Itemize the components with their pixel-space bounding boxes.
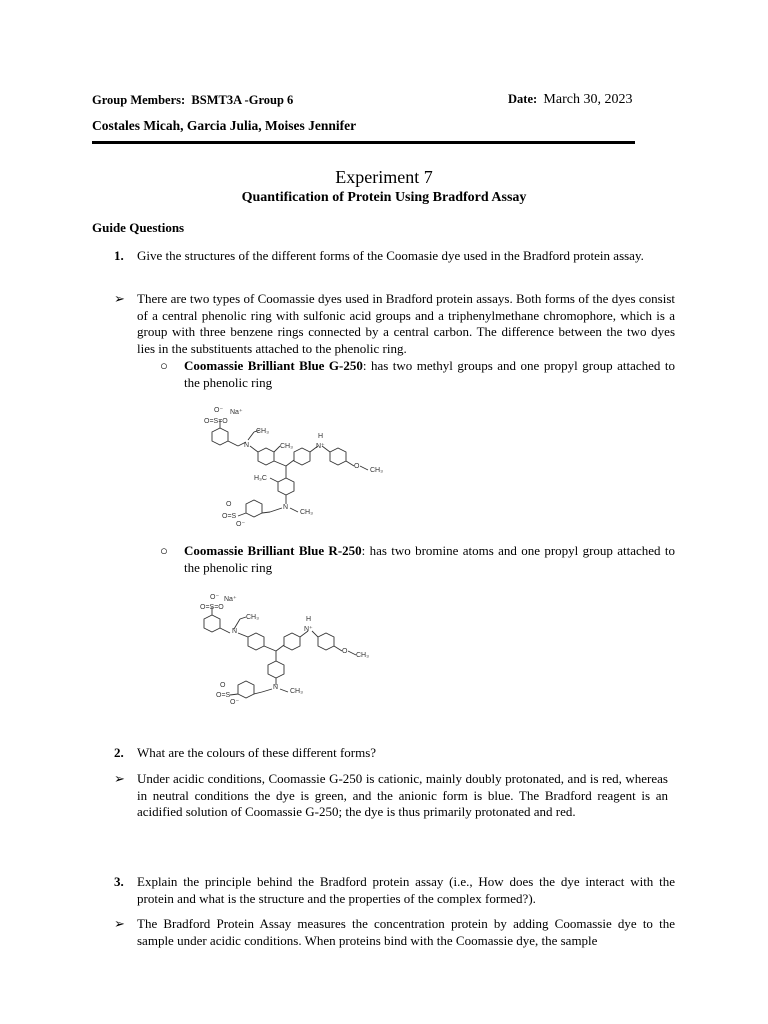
q1-number: 1. — [114, 248, 124, 263]
r250-na-plus: Na⁺ — [224, 596, 237, 603]
g250-structure-image — [198, 400, 408, 528]
g250-o-top: O — [226, 501, 232, 508]
g250-desc: : has two methyl groups and one propyl group attached to the phenolic ring — [184, 358, 675, 390]
group-members-label: Group Members: — [92, 93, 186, 107]
q1-answer: There are two types of Coomassie dyes used in Bradford protein assays. Both forms of the dyes consist of a central phenolic ring with sulfonic acid groups and a triphenylmethane chromophore, which is a group with three benzene rings connected by a central carbon. The difference between the two dyes lies in the substituents attached to the phenolic ring. — [137, 291, 675, 356]
r250-desc: : has two bromine atoms and one propyl group attached to the phenolic ring — [184, 543, 675, 575]
group-members-value: BSMT3A -Group 6 — [191, 93, 294, 107]
g250-h3c: H₃C — [254, 475, 267, 482]
g250-o: O — [354, 463, 360, 470]
r250-o-bottom: O⁻ — [230, 699, 240, 705]
g250-h: H — [318, 433, 324, 440]
r250-o-minus: O⁻ — [210, 594, 220, 601]
g250-n-bottom: N — [283, 504, 289, 511]
experiment-title: Experiment 7 — [335, 167, 433, 187]
r250-oso: O=S=O — [200, 604, 224, 611]
q3-arrow-icon: ➢ — [114, 916, 125, 931]
g250-n-left: N — [244, 442, 250, 449]
experiment-subtitle: Quantification of Protein Using Bradford Assay — [241, 190, 527, 205]
r250-ch3-right: CH₃ — [356, 652, 369, 659]
g250-oso: O=S=O — [204, 418, 228, 425]
r250-o-top: O — [220, 682, 226, 689]
g250-ch3-right: CH₃ — [370, 467, 383, 474]
g250-o-minus: O⁻ — [214, 407, 224, 414]
r250-n-bottom: N — [273, 684, 279, 691]
q2-answer: Under acidic conditions, Coomassie G-250 is cationic, mainly doubly protonated, and is red, whereas in neutral conditions the dye is green, and the anionic form is blue. The Bradford reagent is an acidified solution of Coomassie G-250; the dye is thus primarily protonated and red. — [137, 771, 668, 819]
r250-structure-image — [186, 589, 386, 705]
q2-number: 2. — [114, 745, 124, 760]
q2-text: What are the colours of these different forms? — [137, 745, 377, 760]
r250-ch3-bottom: CH₃ — [290, 688, 303, 695]
date-label: Date: — [508, 92, 538, 106]
g250-ch3-bottom: CH₃ — [300, 509, 313, 516]
g250-name: Coomassie Brilliant Blue G-250 — [184, 358, 363, 373]
g250-na-plus: Na⁺ — [230, 409, 243, 416]
g250-ch3-top: CH₃ — [256, 428, 269, 435]
r250-h: H — [306, 616, 312, 623]
r250-bullet-icon: ○ — [160, 543, 168, 558]
r250-ch3-top: CH₃ — [246, 614, 259, 621]
members-names: Costales Micah, Garcia Julia, Moises Jennifer — [92, 118, 357, 133]
r250-name: Coomassie Brilliant Blue R-250 — [184, 543, 362, 558]
g250-item — [184, 358, 675, 391]
group-members-line — [92, 93, 293, 108]
q1-text: Give the structures of the different forms of the Coomasie dye used in the Bradford protein assay. — [137, 248, 644, 263]
date-value: March 30, 2023 — [543, 92, 633, 107]
date-line — [508, 92, 632, 108]
q3-number: 3. — [114, 874, 124, 889]
r250-o: O — [342, 648, 348, 655]
section-heading: Guide Questions — [92, 220, 185, 235]
g250-bullet-icon: ○ — [160, 358, 168, 373]
q2-arrow-icon: ➢ — [114, 771, 125, 786]
r250-n-plus: N⁺ — [304, 626, 313, 633]
q1-arrow-icon: ➢ — [114, 291, 125, 306]
r250-os: O=S — [216, 692, 231, 699]
g250-os: O=S — [222, 513, 237, 520]
g250-n-plus: N⁺ — [316, 443, 325, 450]
r250-n-left: N — [232, 628, 238, 635]
g250-ch3-mid: CH₃ — [280, 443, 293, 450]
header-divider — [92, 141, 635, 144]
r250-item — [184, 543, 675, 576]
q3-answer: The Bradford Protein Assay measures the concentration protein by adding Coomassie dye to the sample under acidic conditions. When proteins bind with the Coomassie dye, the sample — [137, 916, 675, 948]
q3-text: Explain the principle behind the Bradford protein assay (i.e., How does the dye interact with the protein and what is the structure and the properties of the complex formed?). — [137, 874, 675, 906]
g250-o-bottom: O⁻ — [236, 521, 246, 528]
